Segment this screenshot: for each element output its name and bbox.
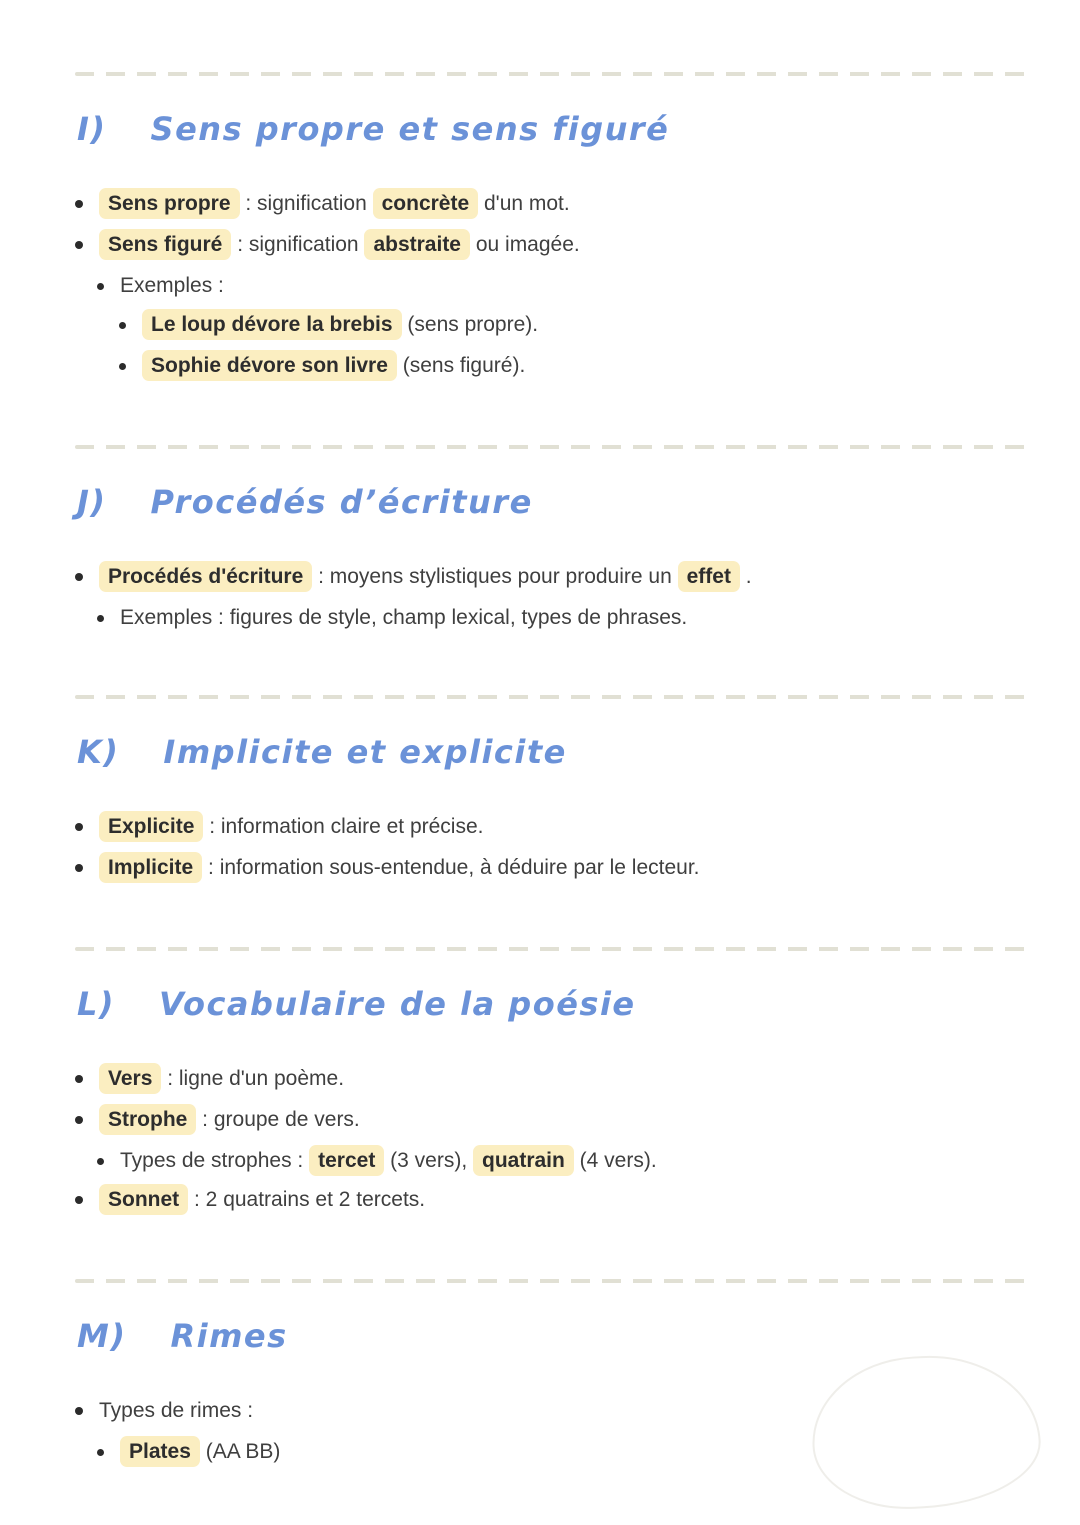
list-item	[75, 1104, 1032, 1136]
section-divider	[75, 947, 1032, 951]
plain-text: : groupe de vers.	[196, 1108, 360, 1131]
list-item-text	[99, 1395, 253, 1427]
section-label: L)	[77, 985, 116, 1023]
plain-text: : 2 quatrains et 2 tercets.	[188, 1188, 426, 1211]
section-label: I)	[77, 110, 107, 148]
list-item	[75, 852, 1032, 884]
bullet-dot-icon	[75, 573, 83, 581]
highlighted-term: tercet	[309, 1145, 384, 1176]
highlighted-term: abstraite	[364, 229, 470, 260]
highlighted-term: Sens figuré	[99, 229, 231, 260]
list-item-text	[120, 1145, 657, 1177]
plain-text: (4 vers).	[573, 1149, 657, 1172]
highlighted-term: Le loup dévore la brebis	[142, 309, 402, 340]
highlighted-term: Strophe	[99, 1104, 196, 1135]
plain-text: ou imagée.	[470, 233, 580, 256]
highlighted-term: Sens propre	[99, 188, 240, 219]
list-item	[75, 1063, 1032, 1095]
list-item-text	[99, 1063, 344, 1095]
list-item-text	[120, 270, 224, 302]
list-item	[75, 229, 1032, 261]
list-item	[97, 270, 1032, 302]
list-item-text	[99, 1184, 425, 1216]
section-title: Procédés d’écriture	[150, 483, 533, 521]
highlighted-term: concrète	[373, 188, 479, 219]
section-j	[75, 445, 1032, 695]
highlighted-term: Implicite	[99, 852, 202, 883]
bullet-dot-icon	[97, 1158, 104, 1165]
section-divider	[75, 445, 1032, 449]
plain-text: (3 vers),	[384, 1149, 473, 1172]
highlighted-term: Procédés d'écriture	[99, 561, 312, 592]
bullet-dot-icon	[75, 1407, 83, 1415]
section-heading	[77, 110, 1032, 148]
section-k	[75, 695, 1032, 947]
bullet-dot-icon	[119, 363, 126, 370]
list-item	[97, 1145, 1032, 1177]
bullet-dot-icon	[75, 1196, 83, 1204]
section-heading	[77, 483, 1032, 521]
plain-text: .	[739, 565, 752, 588]
section-title: Vocabulaire de la poésie	[159, 985, 636, 1023]
section-divider	[75, 1279, 1032, 1283]
bullet-list	[75, 188, 1032, 382]
bullet-dot-icon	[97, 615, 104, 622]
list-item-text	[99, 188, 570, 220]
plain-text: : ligne d'un poème.	[161, 1067, 345, 1090]
section-divider	[75, 72, 1032, 76]
list-item-text	[120, 1436, 280, 1468]
list-item	[75, 811, 1032, 843]
bullet-dot-icon	[97, 1449, 104, 1456]
bullet-list	[75, 1063, 1032, 1216]
list-item	[97, 602, 1032, 634]
list-item	[119, 350, 1032, 382]
highlighted-term: Sophie dévore son livre	[142, 350, 397, 381]
section-l	[75, 947, 1032, 1279]
bullet-list	[75, 561, 1032, 634]
bullet-dot-icon	[97, 283, 104, 290]
section-heading	[77, 1317, 1032, 1355]
highlighted-term: Explicite	[99, 811, 203, 842]
bullet-dot-icon	[75, 200, 83, 208]
section-heading	[77, 985, 1032, 1023]
section-i	[75, 72, 1032, 445]
section-title: Implicite et explicite	[163, 733, 567, 771]
plain-text: (AA BB)	[199, 1440, 281, 1463]
list-item	[119, 309, 1032, 341]
bullet-dot-icon	[75, 241, 83, 249]
list-item-text	[99, 811, 484, 843]
highlighted-term: Sonnet	[99, 1184, 188, 1215]
section-heading	[77, 733, 1032, 771]
plain-text: : signification	[239, 192, 373, 215]
plain-text: Exemples :	[120, 274, 224, 297]
list-item	[75, 561, 1032, 593]
plain-text: : signification	[231, 233, 365, 256]
highlighted-term: effet	[678, 561, 740, 592]
list-item-text	[99, 1104, 360, 1136]
bullet-dot-icon	[119, 322, 126, 329]
bullet-dot-icon	[75, 1116, 83, 1124]
highlighted-term: quatrain	[473, 1145, 574, 1176]
plain-text: (sens figuré).	[396, 354, 526, 377]
list-item-text	[99, 561, 752, 593]
plain-text: d'un mot.	[478, 192, 570, 215]
plain-text: : information sous-entendue, à déduire par le lecteur.	[202, 856, 700, 879]
section-title: Sens propre et sens figuré	[150, 110, 670, 148]
section-label: M)	[77, 1317, 127, 1355]
highlighted-term: Vers	[99, 1063, 161, 1094]
section-divider	[75, 695, 1032, 699]
list-item-text	[120, 602, 687, 634]
plain-text: Types de rimes :	[99, 1399, 254, 1422]
plain-text: Types de strophes :	[120, 1149, 310, 1172]
bullet-dot-icon	[75, 823, 83, 831]
list-item-text	[99, 229, 580, 261]
section-label: K)	[77, 733, 120, 771]
plain-text: : moyens stylistiques pour produire un	[312, 565, 678, 588]
bullet-list	[75, 811, 1032, 884]
section-title: Rimes	[170, 1317, 288, 1355]
list-item-text	[142, 309, 538, 341]
highlighted-term: Plates	[120, 1436, 200, 1467]
bullet-dot-icon	[75, 864, 83, 872]
list-item	[75, 188, 1032, 220]
plain-text: Exemples : figures de style, champ lexical, types de phrases.	[120, 606, 688, 629]
list-item-text	[142, 350, 525, 382]
bullet-dot-icon	[75, 1075, 83, 1083]
list-item	[75, 1184, 1032, 1216]
plain-text: : information claire et précise.	[203, 815, 484, 838]
note-content	[75, 72, 1032, 1525]
plain-text: (sens propre).	[401, 313, 539, 336]
list-item-text	[99, 852, 700, 884]
section-label: J)	[77, 483, 107, 521]
